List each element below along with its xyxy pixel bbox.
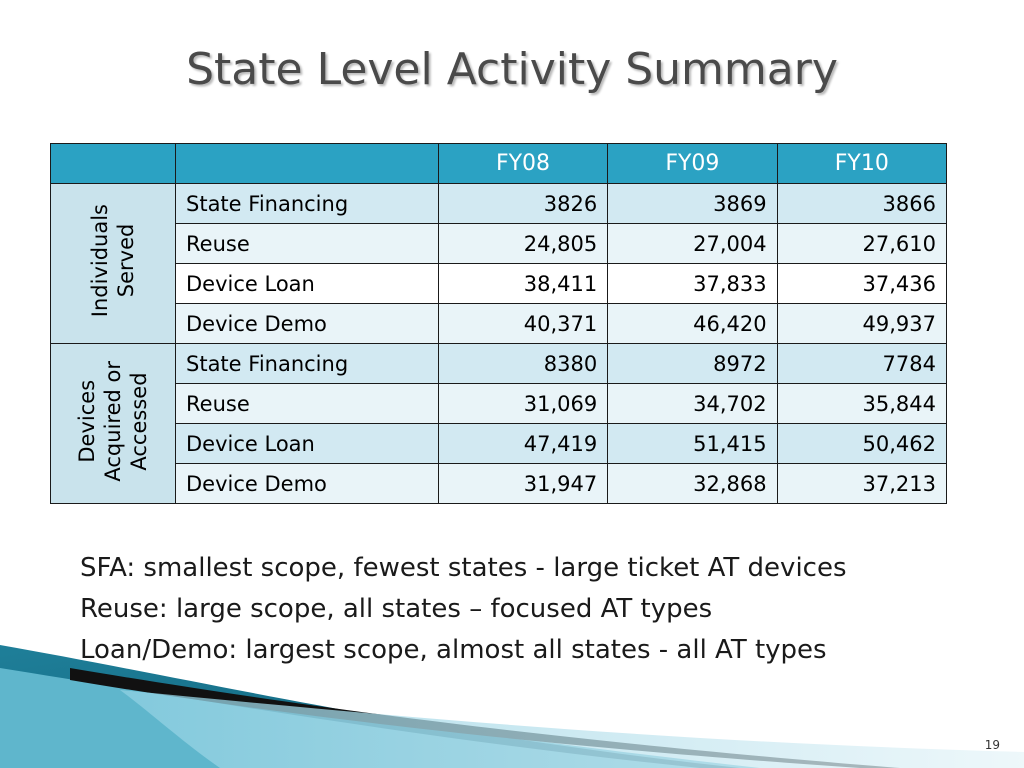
row-label: State Financing: [176, 344, 439, 384]
group-label-cell: [51, 344, 176, 504]
notes-block: [80, 548, 847, 671]
value-cell: 27,610: [777, 224, 946, 264]
group-label-cell: [51, 184, 176, 344]
row-label: Reuse: [176, 224, 439, 264]
value-cell: 38,411: [438, 264, 607, 304]
table-row: [51, 384, 947, 424]
value-cell: 24,805: [438, 224, 607, 264]
header-cell-fy09: FY09: [608, 144, 777, 184]
value-cell: 47,419: [438, 424, 607, 464]
row-label: Device Loan: [176, 424, 439, 464]
row-label: Device Demo: [176, 304, 439, 344]
note-line: SFA: smallest scope, fewest states - large ticket AT devices: [80, 553, 847, 583]
group-label-individuals-served: Individuals Served: [88, 204, 138, 318]
row-label: Device Demo: [176, 464, 439, 504]
value-cell: 3869: [608, 184, 777, 224]
group-label-devices-acquired: Devices Acquired or Accessed: [75, 360, 151, 482]
table-row: [51, 344, 947, 384]
value-cell: 46,420: [608, 304, 777, 344]
value-cell: 7784: [777, 344, 946, 384]
table-header-row: [51, 144, 947, 184]
value-cell: 3826: [438, 184, 607, 224]
value-cell: 8972: [608, 344, 777, 384]
table-row: [51, 184, 947, 224]
header-cell-category: [176, 144, 439, 184]
header-cell-fy08: FY08: [438, 144, 607, 184]
value-cell: 27,004: [608, 224, 777, 264]
activity-summary-table: [50, 143, 947, 504]
table-row: [51, 224, 947, 264]
value-cell: 49,937: [777, 304, 946, 344]
table-row: [51, 264, 947, 304]
table-row: [51, 464, 947, 504]
slide-number: 19: [984, 738, 1000, 752]
note-line: Reuse: large scope, all states – focused AT types: [80, 594, 713, 624]
row-label: State Financing: [176, 184, 439, 224]
header-cell-group: [51, 144, 176, 184]
value-cell: 35,844: [777, 384, 946, 424]
table-row: [51, 304, 947, 344]
value-cell: 34,702: [608, 384, 777, 424]
header-cell-fy10: FY10: [777, 144, 946, 184]
value-cell: 31,947: [438, 464, 607, 504]
note-line: Loan/Demo: largest scope, almost all states - all AT types: [80, 635, 827, 665]
value-cell: 8380: [438, 344, 607, 384]
value-cell: 37,436: [777, 264, 946, 304]
value-cell: 32,868: [608, 464, 777, 504]
table-row: [51, 424, 947, 464]
value-cell: 50,462: [777, 424, 946, 464]
row-label: Device Loan: [176, 264, 439, 304]
value-cell: 51,415: [608, 424, 777, 464]
value-cell: 31,069: [438, 384, 607, 424]
row-label: Reuse: [176, 384, 439, 424]
value-cell: 37,213: [777, 464, 946, 504]
slide-title: State Level Activity Summary: [186, 44, 838, 95]
value-cell: 3866: [777, 184, 946, 224]
value-cell: 40,371: [438, 304, 607, 344]
value-cell: 37,833: [608, 264, 777, 304]
